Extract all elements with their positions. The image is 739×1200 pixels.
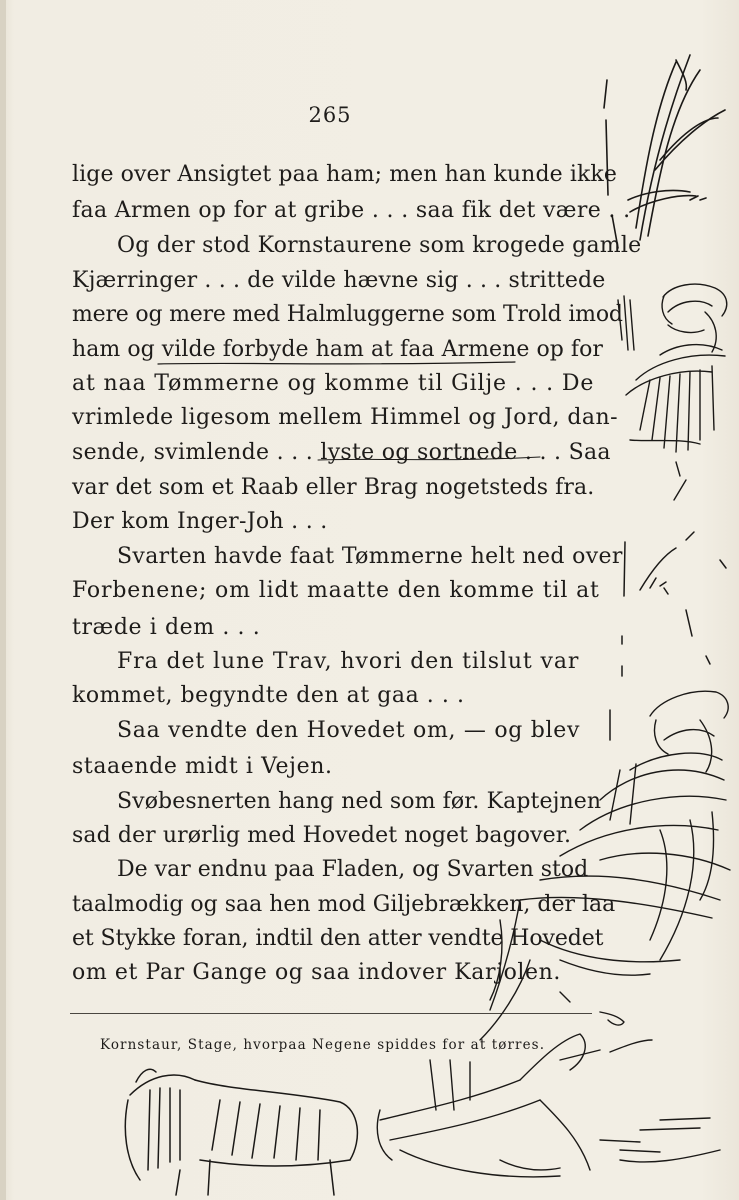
horse-sketch bbox=[125, 1069, 357, 1195]
text-line: et Stykke foran, indtil den atter vendte Hovedet bbox=[72, 926, 604, 951]
text-line: kommet, begyndte den at gaa . . . bbox=[72, 683, 465, 708]
text-line: Kjærringer . . . de vilde hævne sig . . . strittede bbox=[72, 268, 606, 293]
text-line: træde i dem . . . bbox=[72, 615, 261, 640]
text-line: Forbenene; om lidt maatte den komme til at bbox=[72, 578, 600, 603]
text-line: Svøbesnerten hang ned som før. Kaptejnen bbox=[117, 789, 602, 814]
text-line: Svarten havde faat Tømmerne helt ned over bbox=[117, 544, 623, 569]
text-line: taalmodig og saa hen mod Giljebrækken, der laa bbox=[72, 892, 616, 917]
text-line: ham og vilde forbyde ham at faa Armene op for bbox=[72, 337, 603, 362]
text-line: vrimlede ligesom mellem Himmel og Jord, dan- bbox=[72, 405, 618, 430]
figure-caption: Kornstaur, Stage, hvorpaa Negene spiddes for at tørres. bbox=[100, 1037, 546, 1053]
text-line: var det som et Raab eller Brag nogetsteds fra. bbox=[72, 475, 595, 500]
cart-sketch bbox=[377, 1034, 720, 1177]
page-number: 265 bbox=[308, 103, 352, 127]
text-line: at naa Tømmerne og komme til Gilje . . . De bbox=[72, 371, 595, 396]
text-line: sende, svimlende . . . lyste og sortnede . . . Saa bbox=[72, 440, 611, 465]
page-edge bbox=[0, 0, 6, 1200]
text-line: mere og mere med Halmluggerne som Trold imod bbox=[72, 302, 623, 327]
text-line: Fra det lune Trav, hvori den tilslut var bbox=[117, 649, 580, 674]
text-line: De var endnu paa Fladen, og Svarten stod bbox=[117, 857, 589, 882]
text-line: om et Par Gange og saa indover Karjolen. bbox=[72, 960, 562, 985]
text-line: staaende midt i Vejen. bbox=[72, 754, 333, 779]
margin-strokes bbox=[610, 532, 726, 740]
man-figure-upper bbox=[618, 284, 727, 500]
text-line: faa Armen op for at gribe . . . saa fik det være . . bbox=[72, 198, 631, 223]
text-line: Saa vendte den Hovedet om, — og blev bbox=[117, 718, 581, 743]
caption-rule bbox=[70, 1013, 592, 1014]
text-line: sad der urørlig med Hovedet noget bagover. bbox=[72, 823, 572, 848]
text-line: Og der stod Kornstaurene som krogede gamle bbox=[117, 233, 642, 258]
text-line: lige over Ansigtet paa ham; men han kunde ikke bbox=[72, 162, 617, 187]
text-line: Der kom Inger-Joh . . . bbox=[72, 509, 328, 534]
